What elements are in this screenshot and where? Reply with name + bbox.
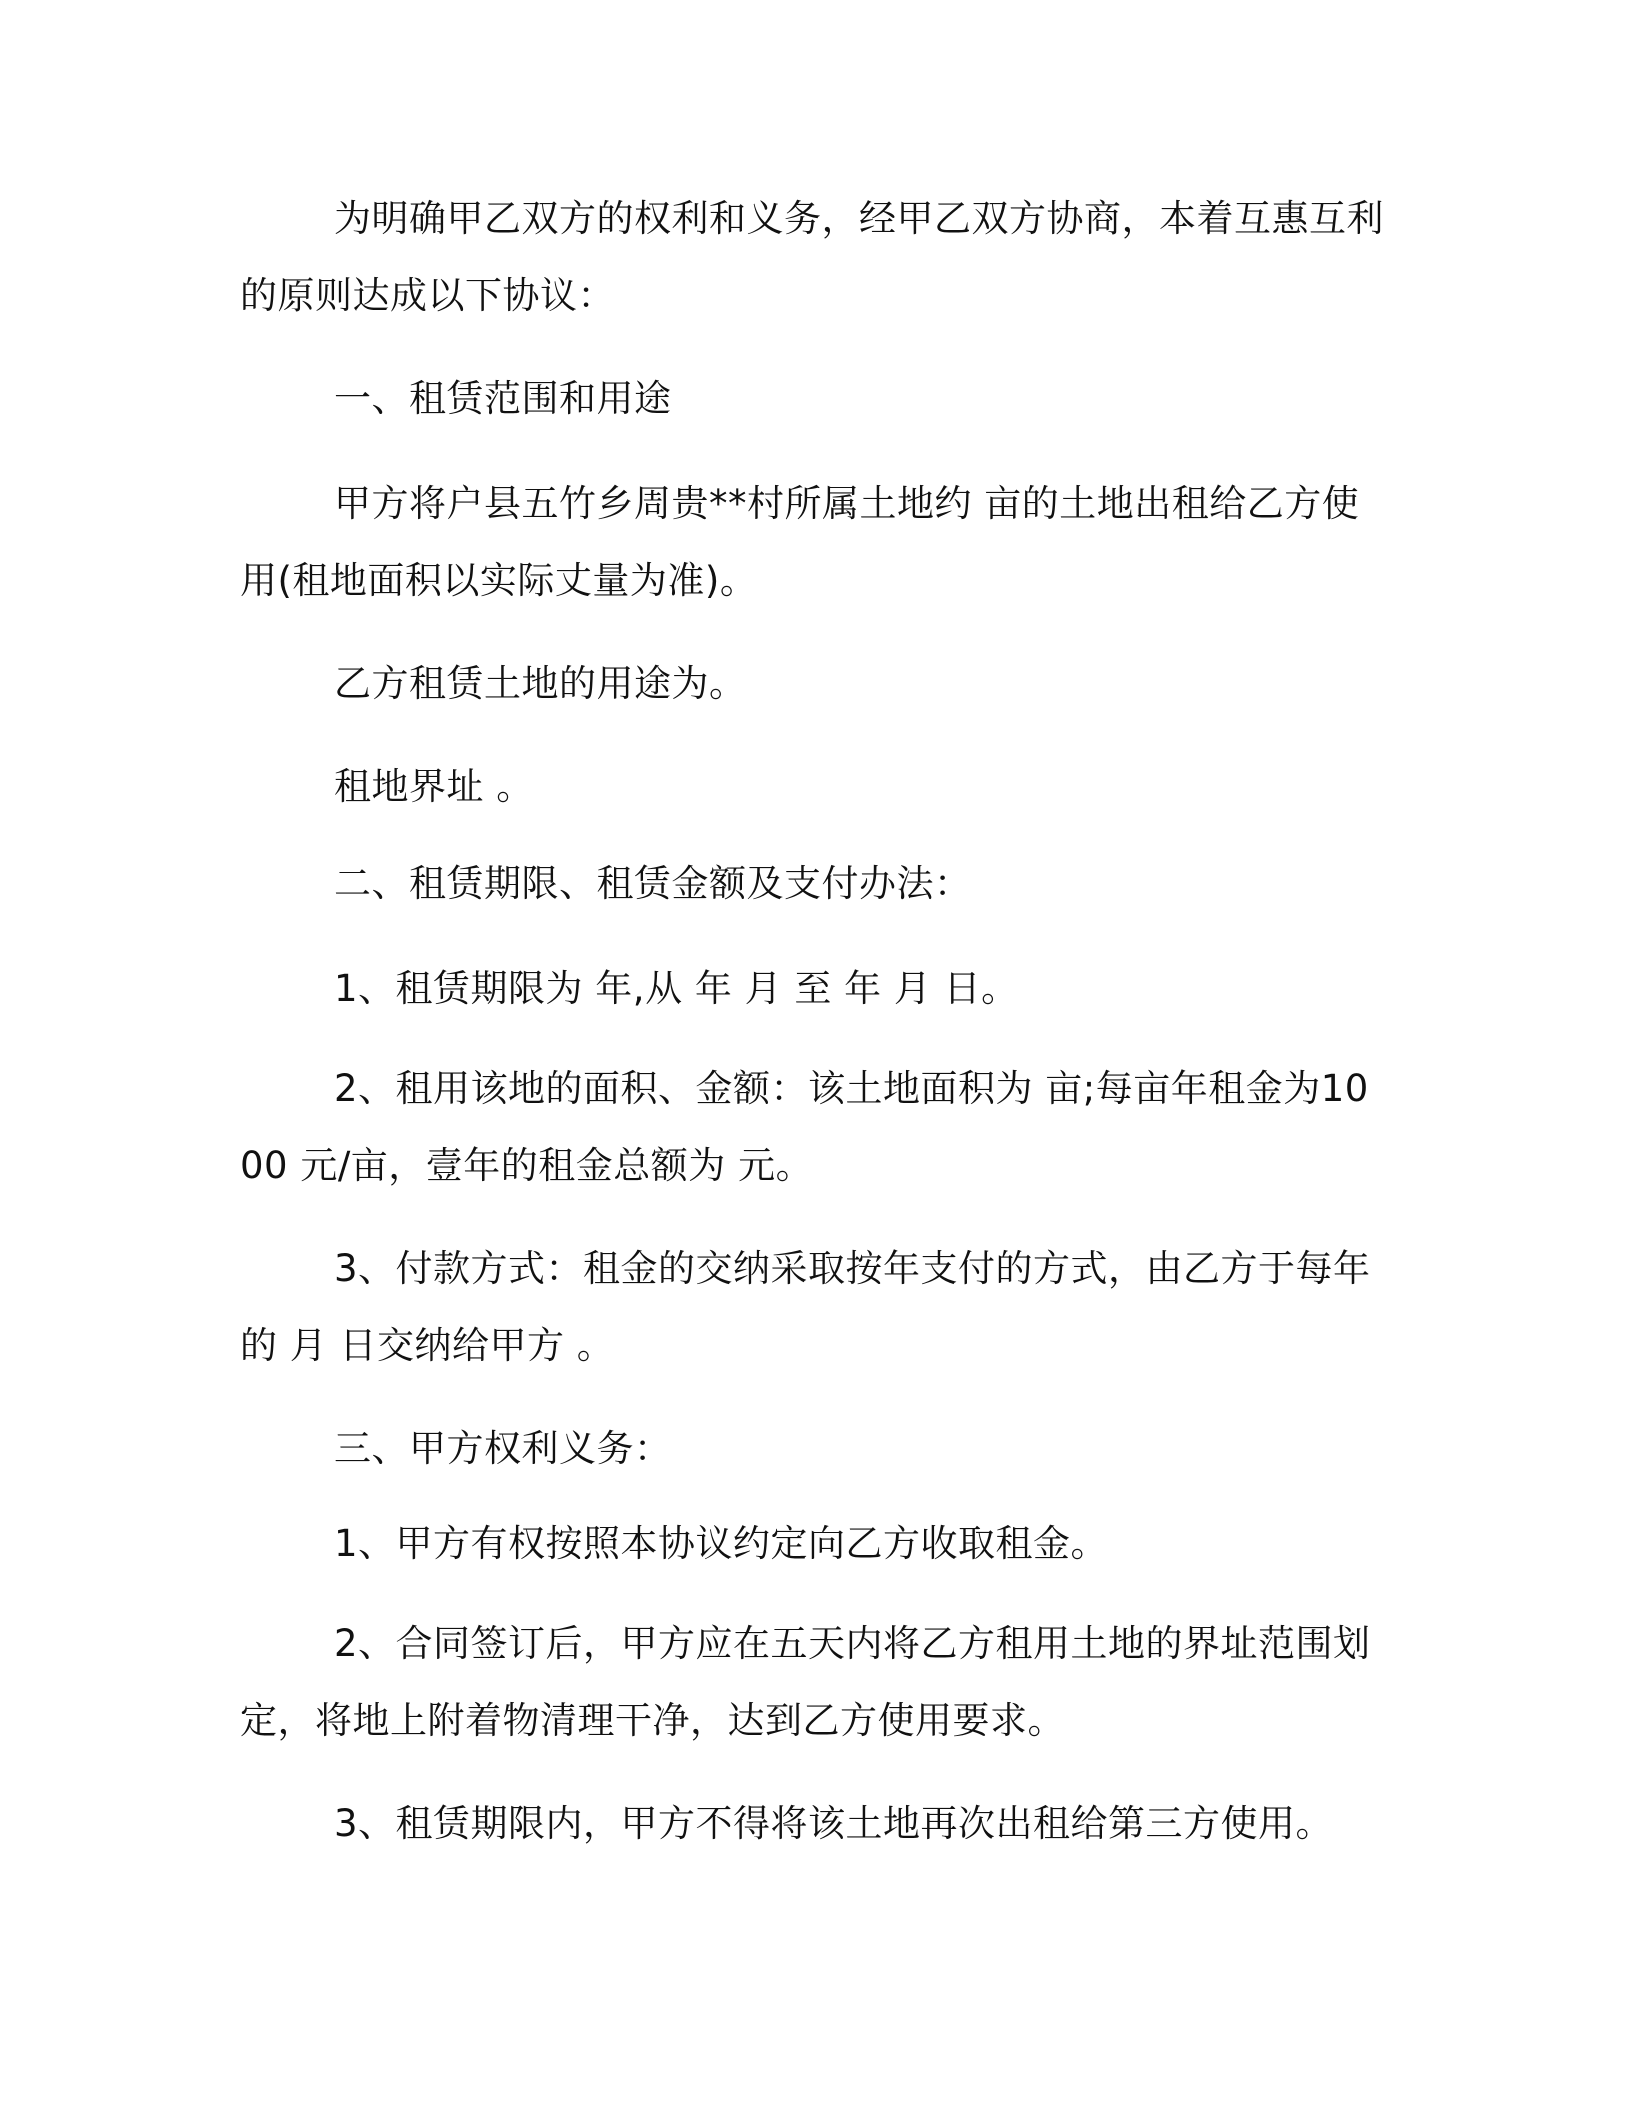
clause-collect-rent: 1、甲方有权按照本协议约定向乙方收取租金。 (334, 1522, 1109, 1565)
clause-area-amount: 2、租用该地的面积、金额：该土地面积为 亩;每亩年租金为1000 元/亩，壹年的租金总额为 元。 (240, 1067, 1369, 1187)
section-heading-3: 三、甲方权利义务： (334, 1427, 672, 1470)
clause-no-sublease: 3、租赁期限内，甲方不得将该土地再次出租给第三方使用。 (334, 1802, 1334, 1845)
paragraph-lease-scope: 甲方将户县五竹乡周贵**村所属土地约 亩的土地出租给乙方使用(租地面积以实际丈量为准)。 (240, 482, 1360, 602)
paragraph-preamble: 为明确甲乙双方的权利和义务，经甲乙双方协商，本着互惠互利的原则达成以下协议： (240, 197, 1384, 317)
clause-payment-method: 3、付款方式：租金的交纳采取按年支付的方式，由乙方于每年的 月 日交纳给甲方 。 (240, 1247, 1371, 1367)
clause-lease-term: 1、租赁期限为 年,从 年 月 至 年 月 日。 (334, 967, 1019, 1010)
paragraph-boundary: 租地界址 。 (334, 765, 534, 808)
clause-boundary-delivery: 2、合同签订后，甲方应在五天内将乙方租用土地的界址范围划定，将地上附着物清理干净，达到乙方使用要求。 (240, 1622, 1371, 1742)
paragraph-land-use: 乙方租赁土地的用途为。 (334, 662, 747, 705)
section-heading-1: 一、租赁范围和用途 (334, 377, 672, 420)
section-heading-2: 二、租赁期限、租赁金额及支付办法： (334, 862, 972, 905)
